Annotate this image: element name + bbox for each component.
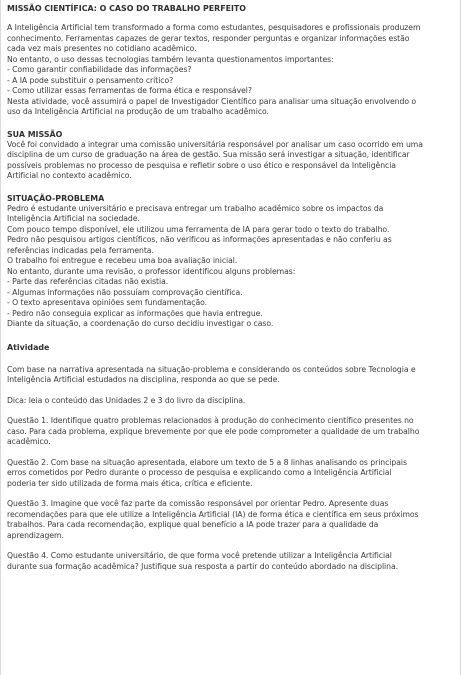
mission-line: Artificial no contexto acadêmico. — [7, 171, 132, 180]
problem-line: Diante da situação, a coordenação do curso decidiu investigar o caso. — [7, 319, 274, 328]
problem-line: - Parte das referências citadas não existia. — [7, 277, 169, 286]
activity-heading: Atividade — [7, 342, 50, 352]
question-line: Questão 4. Como estudante universitário, de que forma você pretende utilizar a Inteligência Artificial — [7, 551, 392, 560]
intro-line: No entanto, o uso dessas tecnologias também levanta questionamentos importantes: — [7, 54, 334, 64]
question-line: aprendizagem. — [7, 530, 64, 540]
question-3 — [7, 499, 455, 541]
question-line: caso. Para cada problema, explique brevemente por que ele pode comprometer a qualidade de um trabalho — [7, 426, 420, 436]
intro-line: - A IA pode substituir o pensamento crítico? — [7, 75, 174, 85]
problem-line: O trabalho foi entregue e recebeu uma boa avaliação inicial. — [7, 256, 238, 265]
problem-heading: SITUAÇÃO-PROBLEMA — [7, 193, 105, 203]
question-1 — [7, 416, 455, 448]
tip-text: Dica: leia o conteúdo das Unidades 2 e 3 do livro da disciplina. — [7, 395, 246, 405]
intro-line: - Como garantir confiabilidade das informações? — [7, 65, 192, 74]
question-line: acadêmico. — [7, 437, 51, 446]
intro-line: conhecimento. Ferramentas capazes de gerar textos, responder perguntas e organizar informações estão — [7, 33, 410, 43]
problem-line: Com pouco tempo disponível, ele utilizou uma ferramenta de IA para gerar todo o texto do trabalho. — [7, 224, 390, 234]
problem-line: Pedro é estudante universitário e precisava entregar um trabalho acadêmico sobre os impactos da — [7, 203, 384, 213]
intro-line: A Inteligência Artificial tem transformado a forma como estudantes, pesquisadores e profissionais produzem — [7, 23, 421, 32]
question-2 — [7, 458, 455, 490]
problem-line: referências indicadas pela ferramenta. — [7, 245, 154, 255]
problem-line: - Pedro não conseguia explicar as informações que havia entregue. — [7, 308, 263, 318]
mission-section — [7, 140, 455, 182]
intro-line: - Como utilizar essas ferramentas de forma ética e responsável? — [7, 86, 252, 95]
question-line: erros cometidos por Pedro durante o processo de pesquisa e explicando como a Inteligência Artificial — [7, 468, 392, 477]
problem-line: No entanto, durante uma revisão, o professor identificou alguns problemas: — [7, 266, 296, 276]
problem-line: Inteligência Artificial na sociedade. — [7, 214, 140, 223]
intro-line: uso da Inteligência Artificial na produção de um trabalho acadêmico. — [7, 107, 269, 116]
activity-intro — [7, 365, 455, 386]
question-line: Questão 1. Identifique quatro problemas relacionados à produção do conhecimento científico presentes no — [7, 416, 414, 425]
mission-line: Você foi convidado a integrar uma comissão universitária responsável por analisar um caso ocorrido em uma — [7, 139, 423, 149]
intro-line: cada vez mais presentes no cotidiano acadêmico. — [7, 44, 197, 53]
problem-line: - O texto apresentava opiniões sem fundamentação. — [7, 298, 208, 307]
problem-section — [7, 204, 455, 330]
question-line: durante sua formação acadêmica? Justifique sua resposta a partir do conteúdo abordado na disciplina. — [7, 561, 399, 571]
mission-line: disciplina de um curso de graduação na área de gestão. Sua missão será investigar a situação, identificar — [7, 150, 410, 159]
document-title: MISSÃO CIENTÍFICA: O CASO DO TRABALHO PERFEITO — [7, 4, 246, 13]
problem-line: Pedro não pesquisou artigos científicos, não verificou as informações apresentadas e não conferiu as — [7, 235, 392, 244]
question-4 — [7, 551, 455, 572]
problem-line: - Algumas informações não possuíam comprovação científica. — [7, 287, 243, 297]
activity-line: Inteligência Artificial estudados na disciplina, responda ao que se pede. — [7, 375, 280, 384]
activity-line: Com base na narrativa apresentada na situação-problema e considerando os conteúdos sobre Tecnologia e — [7, 364, 416, 374]
question-line: Questão 2. Com base na situação apresentada, elabore um texto de 5 a 8 linhas analisando os principais — [7, 457, 407, 467]
question-line: recomendações para que ele utilize a Inteligência Artificial (IA) de forma ética e científica em seus próximos — [7, 509, 419, 519]
intro-section — [7, 23, 455, 118]
mission-heading: SUA MISSÃO — [7, 129, 63, 139]
question-line: poderia ter sido utilizada de forma mais ética, crítica e eficiente. — [7, 478, 253, 488]
question-line: trabalhos. Para cada recomendação, explique qual benefício a IA pode trazer para a qualidade da — [7, 520, 379, 529]
intro-line: Nesta atividade, você assumirá o papel de Investigador Científico para analisar uma situação envolvendo o — [7, 96, 417, 106]
mission-line: possíveis problemas no processo de pesquisa e refletir sobre o uso ético e responsável da Inteligência — [7, 160, 396, 170]
question-line: Questão 3. Imagine que você faz parte da comissão responsável por orientar Pedro. Apresente duas — [7, 499, 389, 508]
